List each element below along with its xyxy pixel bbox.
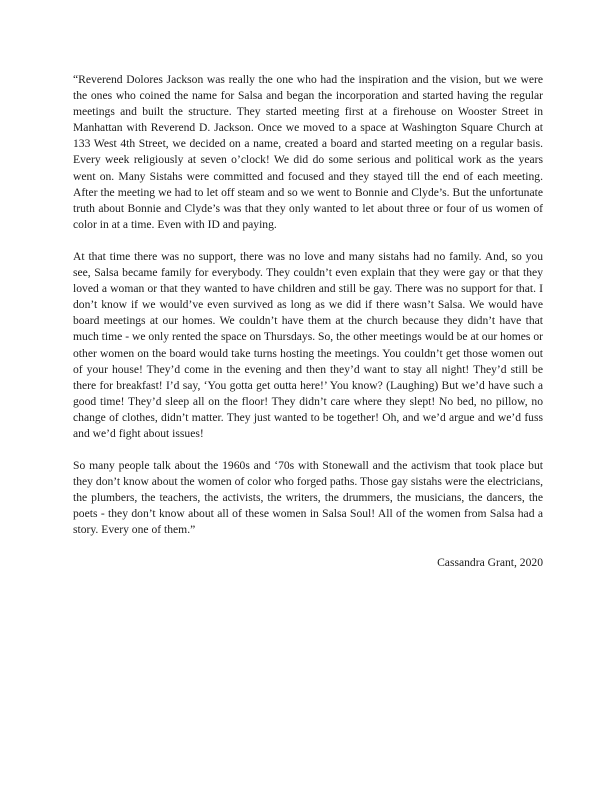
quote-paragraph-2: At that time there was no support, there was no love and many sistahs had no family. And, so you see, Salsa became family for everybody. They couldn’t even explain that they were gay or that they loved a woman or that they wanted to have children and still be gay. There was no support for that. I don’t know if we would’ve even survived as long as we did if there wasn’t Salsa. We would have board meetings at our homes. We couldn’t have them at the church because they didn’t have that much time - we only rented the space on Thursdays. So, the other meetings would be at our homes or other women on the board would take turns hosting the meetings. You couldn’t get those women out of your house! They’d come in the evening and then they’d want to stay all night! They’d still be there for breakfast! I’d say, ‘You gotta get outta here!’ You know? (Laughing) But we’d have such a good time! They’d sleep all on the floor! They didn’t care where they slept! No bed, no pillow, no change of clothes, didn’t matter. They just wanted to be together! Oh, and we’d argue and we’d fuss and we’d fight about issues!: [73, 249, 543, 440]
quote-attribution: Cassandra Grant, 2020: [437, 555, 543, 569]
quote-paragraph-1: “Reverend Dolores Jackson was really the one who had the inspiration and the vision, but we were the ones who coined the name for Salsa and began the incorporation and started having the regular meetings and built the structure. They started meeting first at a firehouse on Wooster Street in Manhattan with Reverend D. Jackson. Once we moved to a space at Washington Square Church at 133 West 4th Street, we decided on a name, created a board and started meeting on a regular basis. Every week religiously at seven o’clock! We did do some serious and political work as the years went on. Many Sistahs were committed and focused and they stayed till the end of each meeting. After the meeting we had to let off steam and so we went to Bonnie and Clyde’s. But the unfortunate truth about Bonnie and Clyde’s was that they only wanted to let about three or four of us women of color in at a time. Even with ID and paying.: [73, 73, 543, 231]
document-page: [73, 72, 543, 571]
quote-paragraph-3: So many people talk about the 1960s and ‘70s with Stonewall and the activism that took place but they don’t know about the women of color who forged paths. Those gay sistahs were the electricians, the plumbers, the teachers, the activists, the writers, the drummers, the musicians, the dancers, the poets - they don’t know about all of these women in Salsa Soul! All of the women from Salsa had a story. Every one of them.”: [73, 459, 543, 537]
